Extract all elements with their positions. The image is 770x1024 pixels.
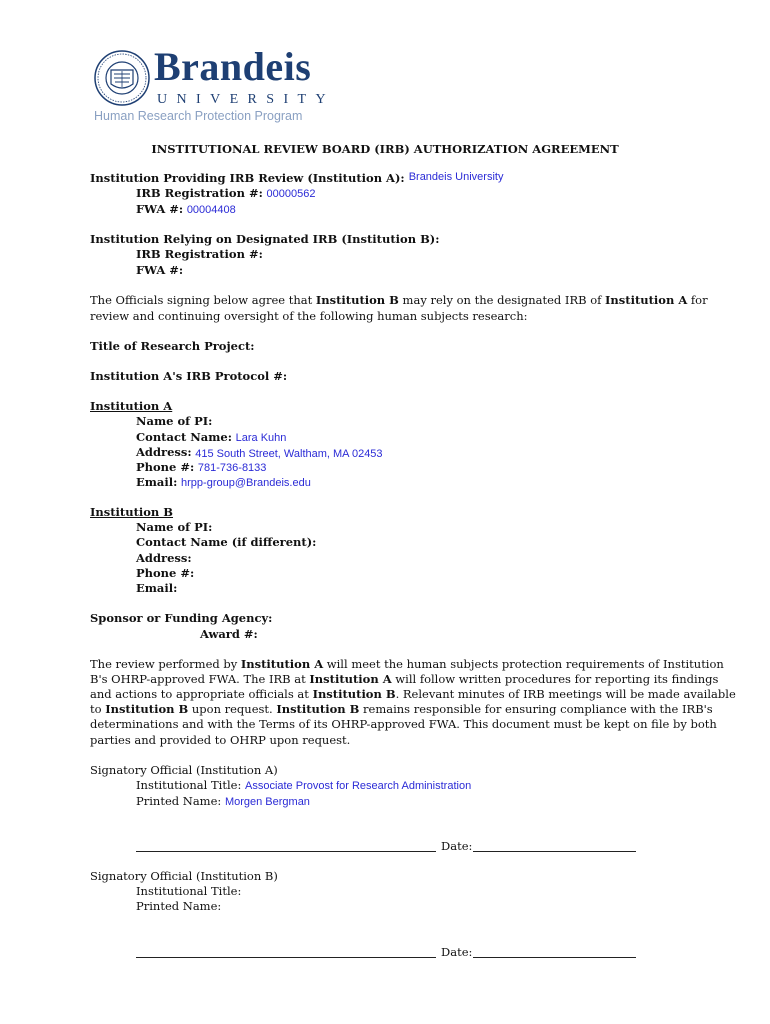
signature-line-a[interactable] [136, 851, 436, 852]
irb-registration-label: IRB Registration #: [136, 186, 263, 200]
fwa-label: FWA #: [136, 202, 184, 216]
institution-b-email-label: Email: [136, 581, 178, 595]
signatory-a-title-row [136, 778, 471, 794]
paragraph-text: will meet the human subjects protection requirements of Institution [323, 657, 724, 671]
institution-a-address-row [136, 445, 383, 461]
logo-wordmark: Brandeis [154, 44, 312, 89]
institution-a-pi-label: Name of PI: [136, 414, 213, 428]
email-label: Email: [136, 475, 178, 489]
printed-name-label: Printed Name: [136, 794, 222, 808]
paragraph-institution: Institution B [276, 702, 360, 716]
intro-institution-b: Institution B [315, 293, 399, 307]
institutional-title-label: Institutional Title: [136, 778, 242, 792]
institution-a-fwa-row [136, 202, 236, 218]
institution-a-header [90, 171, 503, 187]
university-seal-icon [94, 50, 150, 106]
institution-a-email-row [136, 475, 311, 491]
intro-text: for [687, 293, 708, 307]
award-label: Award #: [200, 627, 258, 641]
fwa-value[interactable]: 00004408 [186, 204, 236, 216]
agreement-intro-line1 [90, 293, 708, 308]
paragraph-text: . Relevant minutes of IRB meetings will be made available [395, 687, 736, 701]
signatory-a-name-row [136, 794, 310, 810]
institution-b-irb-label: IRB Registration #: [136, 247, 263, 261]
irb-registration-value[interactable]: 00000562 [266, 188, 316, 200]
agreement-intro-line2: review and continuing oversight of the following human subjects research: [90, 309, 528, 323]
contact-value[interactable]: Lara Kuhn [235, 432, 287, 444]
protocol-number-label: Institution A's IRB Protocol #: [90, 369, 288, 383]
institution-a-label: Institution Providing IRB Review (Institution A): [90, 171, 405, 185]
sponsor-label: Sponsor or Funding Agency: [90, 611, 273, 625]
institution-a-value[interactable]: Brandeis University [408, 171, 504, 183]
date-label-a: Date: [441, 839, 473, 853]
date-label-b: Date: [441, 945, 473, 959]
phone-value[interactable]: 781-736-8133 [197, 462, 267, 474]
intro-text: The Officials signing below agree that [90, 293, 316, 307]
intro-text: may rely on the designated IRB of [398, 293, 606, 307]
intro-institution-a: Institution A [605, 293, 688, 307]
logo-program-name: Human Research Protection Program [94, 109, 303, 123]
institution-b-pi-label: Name of PI: [136, 520, 213, 534]
institution-b-header: Institution Relying on Designated IRB (Institution B): [90, 232, 440, 246]
paragraph-text: upon request. [188, 702, 277, 716]
paragraph-text: to [90, 702, 106, 716]
research-project-title-label: Title of Research Project: [90, 339, 255, 353]
signatory-b-name-label: Printed Name: [136, 899, 222, 913]
paragraph-institution: Institution A [240, 657, 324, 671]
contact-label: Contact Name: [136, 430, 232, 444]
review-paragraph-line: parties and provided to OHRP upon request. [90, 733, 351, 747]
review-paragraph-line: determinations and with the Terms of its OHRP-approved FWA. This document must be kept on file by both [90, 717, 717, 731]
institution-b-heading: Institution B [90, 505, 174, 519]
address-value[interactable]: 415 South Street, Waltham, MA 02453 [195, 448, 383, 460]
email-value[interactable]: hrpp-group@Brandeis.edu [181, 477, 311, 489]
date-line-b[interactable] [473, 957, 636, 958]
paragraph-text: The review performed by [90, 657, 241, 671]
paragraph-institution: Institution A [309, 672, 392, 686]
signatory-b-title-label: Institutional Title: [136, 884, 242, 898]
institution-a-contact-row [136, 430, 286, 446]
paragraph-text: and actions to appropriate officials at [90, 687, 313, 701]
page-title: INSTITUTIONAL REVIEW BOARD (IRB) AUTHORIZATION AGREEMENT [151, 142, 619, 156]
address-label: Address: [136, 445, 192, 459]
logo-subline: UNIVERSITY [157, 92, 335, 107]
review-paragraph-line [90, 657, 724, 672]
review-paragraph-line [90, 672, 718, 687]
paragraph-institution: Institution B [105, 702, 189, 716]
review-paragraph-line [90, 687, 736, 702]
institution-b-phone-label: Phone #: [136, 566, 195, 580]
institution-a-irb-row [136, 186, 315, 202]
phone-label: Phone #: [136, 460, 195, 474]
institution-b-address-label: Address: [136, 551, 192, 565]
institution-b-contact-label: Contact Name (if different): [136, 535, 317, 549]
institution-a-phone-row [136, 460, 266, 476]
signature-line-b[interactable] [136, 957, 436, 958]
paragraph-text: remains responsible for ensuring compliance with the IRB's [359, 702, 713, 716]
paragraph-text: B's OHRP-approved FWA. The IRB at [90, 672, 310, 686]
signatory-b-heading: Signatory Official (Institution B) [90, 869, 278, 883]
institutional-title-value[interactable]: Associate Provost for Research Administration [244, 780, 472, 792]
paragraph-institution: Institution B [312, 687, 396, 701]
institution-a-heading: Institution A [90, 399, 173, 413]
printed-name-value[interactable]: Morgen Bergman [224, 796, 310, 808]
date-line-a[interactable] [473, 851, 636, 852]
paragraph-text: will follow written procedures for reporting its findings [391, 672, 719, 686]
signatory-a-heading: Signatory Official (Institution A) [90, 763, 278, 777]
institution-b-fwa-label: FWA #: [136, 263, 184, 277]
review-paragraph-line [90, 702, 713, 717]
